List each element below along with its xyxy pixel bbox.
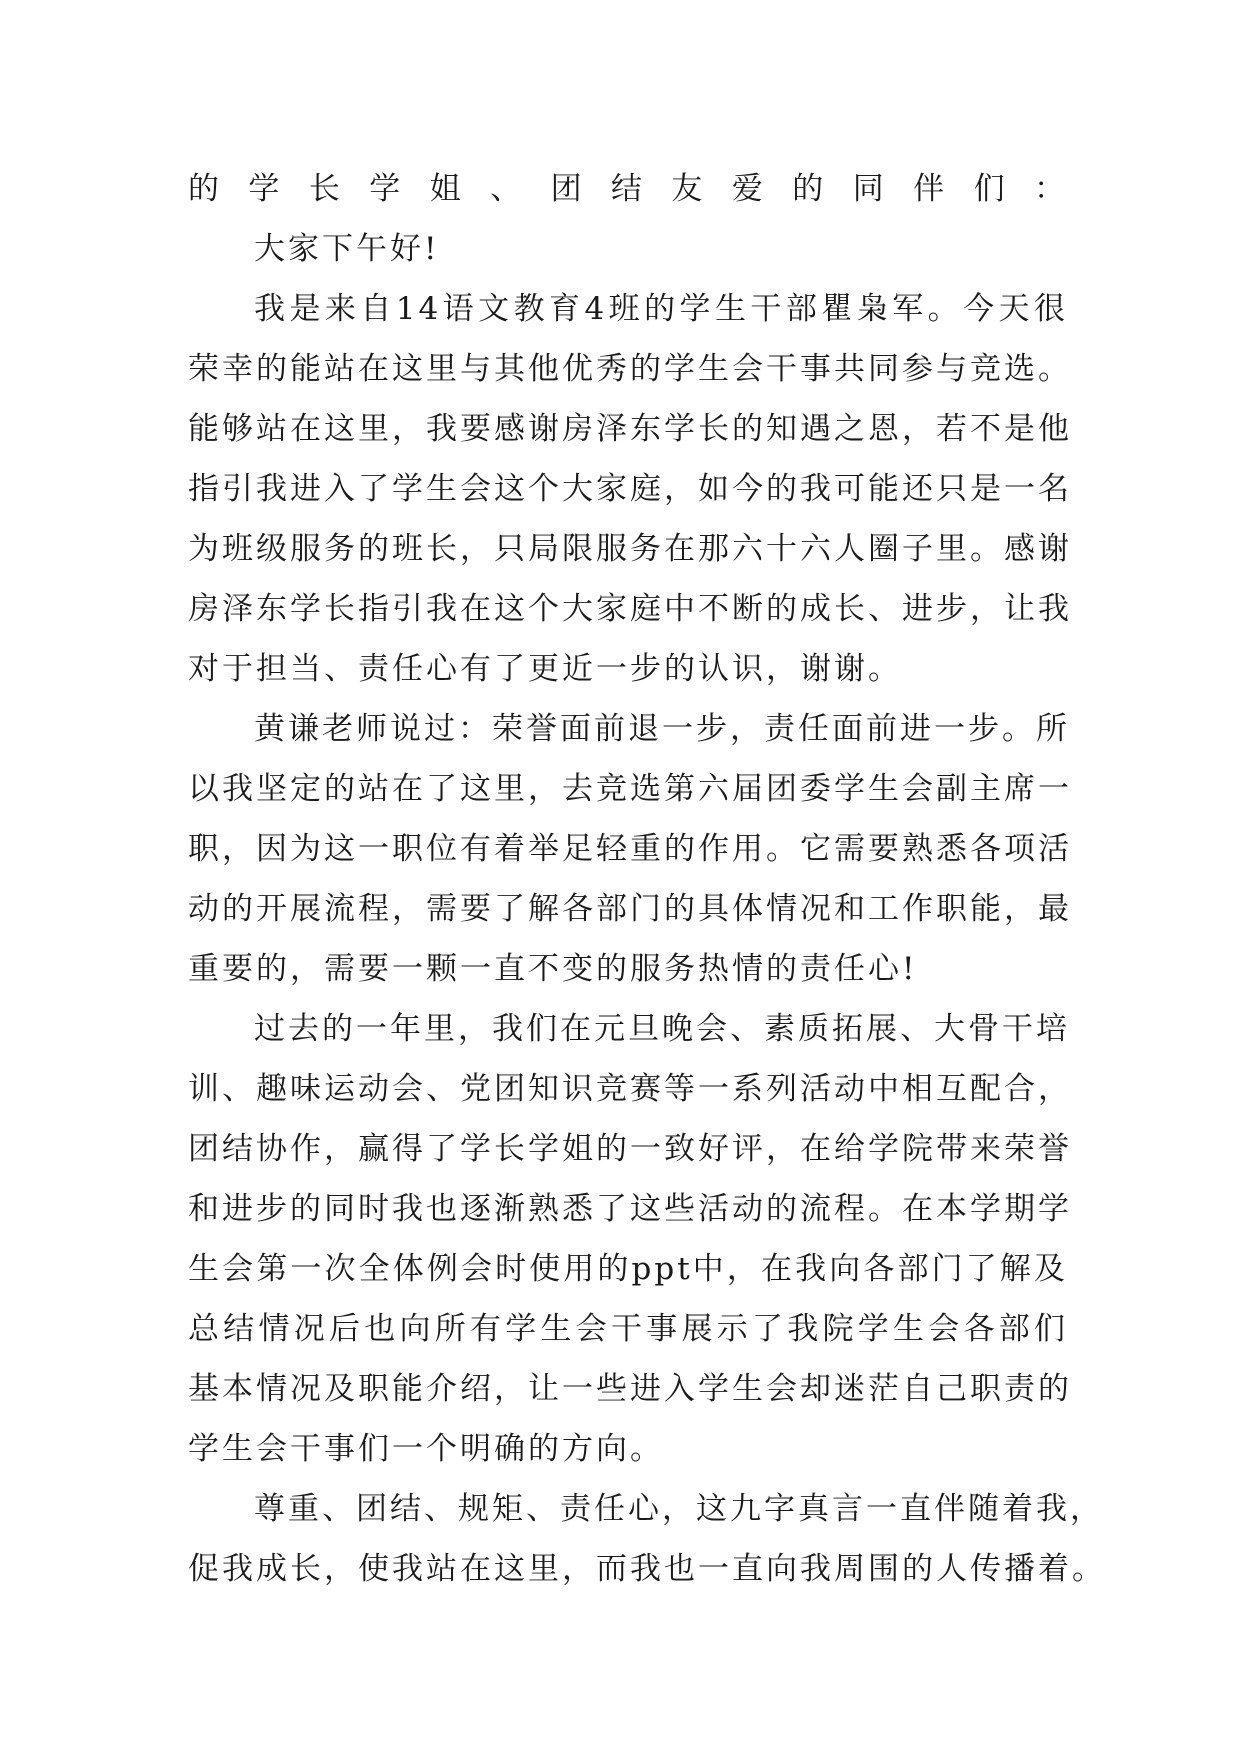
paragraph-start-line: 尊重、团结、规矩、责任心，这九字真言一直伴随着我， xyxy=(254,1491,1104,1527)
paragraph-end-line: 重要的，需要一颗一直不变的服务热情的责任心! xyxy=(188,951,918,987)
text-line: 职，因为这一职位有着举足轻重的作用。它需要熟悉各项活 xyxy=(188,831,1072,867)
text-line: 的学长学姐、团结友爱的同伴们： xyxy=(188,171,1068,207)
text-line: 促我成长，使我站在这里，而我也一直向我周围的人传播着。 xyxy=(188,1551,1106,1587)
text-line: 总结情况后也向所有学生会干事展示了我院学生会各部们 xyxy=(188,1311,1068,1347)
greeting-line: 大家下午好! xyxy=(254,231,440,267)
text-line: 指引我进入了学生会这个大家庭，如今的我可能还只是一名 xyxy=(188,471,1072,507)
paragraph-end-line: 学生会干事们一个明确的方向。 xyxy=(188,1431,664,1467)
paragraph-start-line: 过去的一年里，我们在元旦晚会、素质拓展、大骨干培 xyxy=(254,1011,1070,1047)
paragraph-end-line: 对于担当、责任心有了更近一步的认识，谢谢。 xyxy=(188,651,902,687)
paragraph-start-line: 黄谦老师说过：荣誉面前退一步，责任面前进一步。所 xyxy=(254,711,1070,747)
body-text xyxy=(188,159,1106,1599)
text-line: 团结协作，赢得了学长学姐的一致好评，在给学院带来荣誉 xyxy=(188,1131,1072,1167)
text-line: 和进步的同时我也逐渐熟悉了这些活动的流程。在本学期学 xyxy=(188,1191,1072,1227)
text-line: 生会第一次全体例会时使用的ppt中，在我向各部门了解及 xyxy=(188,1251,1068,1287)
text-line: 训、趣味运动会、党团知识竞赛等一系列活动中相互配合， xyxy=(188,1071,1072,1107)
text-line: 以我坚定的站在了这里，去竞选第六届团委学生会副主席一 xyxy=(188,771,1072,807)
paragraph-start-line: 我是来自14语文教育4班的学生干部瞿枭军。今天很 xyxy=(254,291,1068,327)
text-line: 房泽东学长指引我在这个大家庭中不断的成长、进步，让我 xyxy=(188,591,1072,627)
text-line: 能够站在这里，我要感谢房泽东学长的知遇之恩，若不是他 xyxy=(188,411,1072,447)
text-line: 动的开展流程，需要了解各部门的具体情况和工作职能，最 xyxy=(188,891,1072,927)
text-line: 荣幸的能站在这里与其他优秀的学生会干事共同参与竞选。 xyxy=(188,351,1072,387)
text-line: 基本情况及职能介绍，让一些进入学生会却迷茫自己职责的 xyxy=(188,1371,1072,1407)
text-line: 为班级服务的班长，只局限服务在那六十六人圈子里。感谢 xyxy=(188,531,1072,567)
